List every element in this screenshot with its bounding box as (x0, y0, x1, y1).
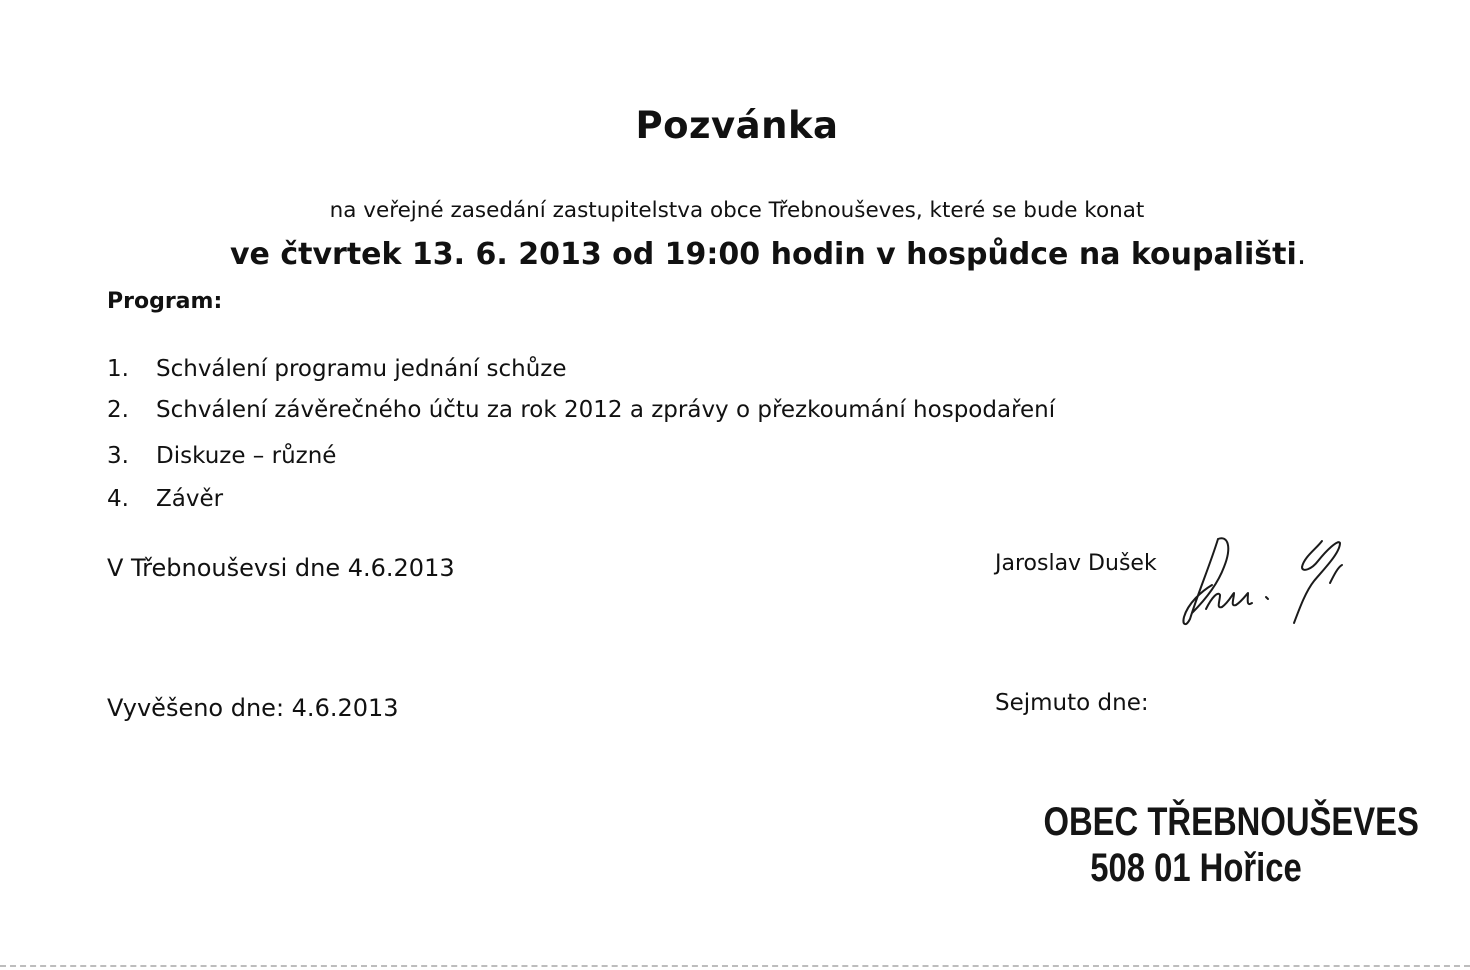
meeting-details-bold: ve čtvrtek 13. 6. 2013 od 19:00 hodin v hospůdce na koupališti (230, 237, 1297, 272)
posted-date: Vyvěšeno dne: 4.6.2013 (107, 694, 399, 722)
signature-stroke (1206, 593, 1252, 609)
document-title: Pozvánka (635, 104, 839, 147)
intro-text: na veřejné zasedání zastupitelstva obce Třebnouševes, které se bude konat (329, 198, 1145, 223)
signature-stroke (1183, 538, 1228, 624)
stamp-line-2: 508 01 Hořice (1090, 846, 1302, 890)
handwritten-signature (1176, 527, 1356, 637)
agenda-item (107, 397, 1055, 423)
municipality-stamp (1043, 800, 1419, 892)
agenda-item (107, 443, 336, 469)
signer-name: Jaroslav Dušek (995, 551, 1157, 576)
agenda-item-number: 4. (107, 486, 129, 512)
agenda-item-number: 1. (107, 356, 129, 382)
agenda-item-text: Závěr (156, 486, 224, 512)
agenda-item-text: Schválení programu jednání schůze (156, 356, 567, 382)
agenda-item-number: 3. (107, 443, 129, 469)
place-and-date: V Třebnouševsi dne 4.6.2013 (107, 554, 455, 582)
signature-stroke (1266, 597, 1268, 599)
program-heading: Program: (107, 289, 223, 314)
meeting-details-period: . (1296, 237, 1307, 272)
agenda-item (107, 356, 567, 382)
scan-edge-divider (0, 965, 1470, 967)
meeting-details (230, 237, 1306, 272)
agenda-item-text: Schválení závěrečného účtu za rok 2012 a zprávy o přezkoumání hospodaření (156, 397, 1056, 423)
agenda-item-text: Diskuze – různé (156, 443, 337, 469)
stamp-line-1: OBEC TŘEBNOUŠEVES (1043, 800, 1419, 844)
signature-stroke (1330, 565, 1342, 583)
agenda-item (107, 486, 223, 512)
agenda-item-number: 2. (107, 397, 129, 423)
removed-date-label: Sejmuto dne: (995, 690, 1149, 716)
signature-stroke (1294, 541, 1340, 623)
